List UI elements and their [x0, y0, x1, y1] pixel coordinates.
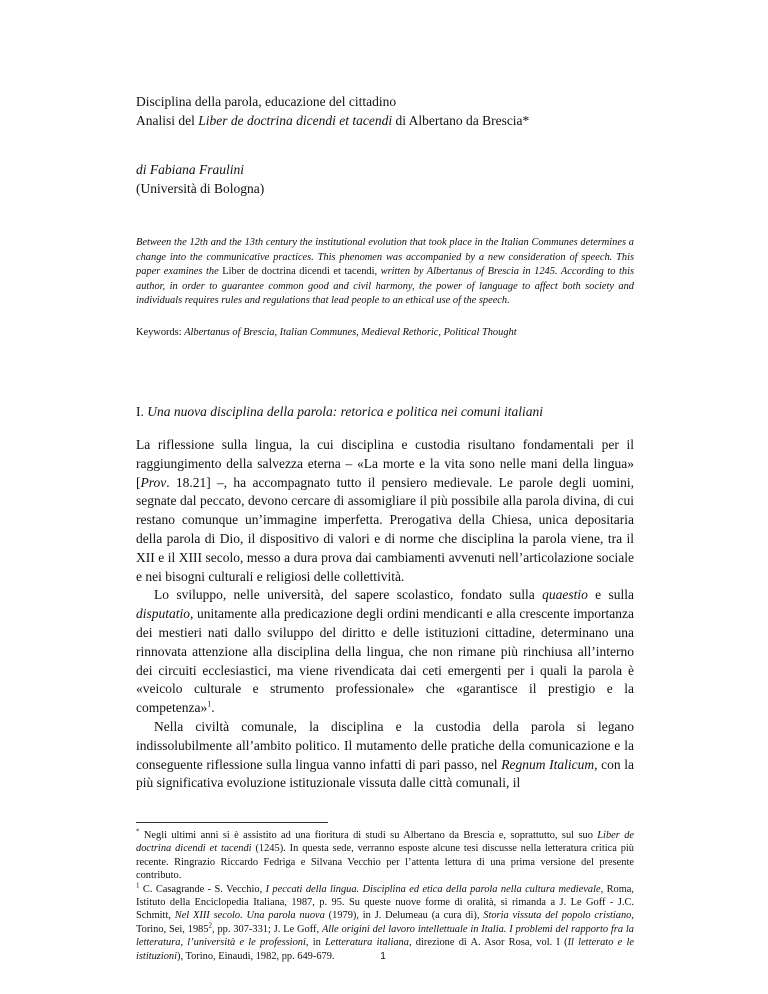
text-run: , Roma, Istituto della Enciclopedia Italiana, 1987, p. 95. Su queste nuove forme di oralità, si rimanda a J. Le Goff - J.C. Schmitt,	[136, 883, 635, 922]
abstract-text: , written by Albertanus of Brescia in 1245. According to this author, in order to guarantee common good and civil harmony, the power of language to affect both society and individuals requires rules and regulations that lead people to an ethical use of the speech.	[136, 266, 634, 307]
keyword-separator: ,	[356, 327, 362, 338]
keywords-label: Keywords:	[136, 327, 185, 338]
work-title: Alle origini del lavoro intellettuale in Italia. I problemi del rapporto fra la letteratura, l’università e le professioni	[136, 923, 634, 949]
keyword-separator: ,	[274, 327, 280, 338]
text-run: e sulla	[587, 587, 634, 603]
edition-superscript: 2	[208, 921, 213, 930]
text-run: Lo sviluppo, nelle università, del sapere scolastico, fondato sulla	[154, 587, 543, 603]
section-heading	[136, 402, 634, 421]
text-run: (1979), in J. Delumeau (a cura di),	[324, 910, 484, 922]
section-title: Una nuova disciplina della parola: retorica e politica nei comuni italiani	[147, 404, 543, 419]
footnote-separator	[136, 822, 328, 823]
text-run: ), Torino, Einaudi, 1982, pp. 649-679.	[177, 950, 335, 962]
text-run: , con la più significativa evoluzione istituzionale vissuta dalle città comunali, il	[136, 756, 634, 791]
keywords	[136, 326, 634, 340]
page-number: 1	[380, 950, 386, 962]
abstract-work-title: Liber de doctrina dicendi et tacendi	[222, 266, 375, 278]
text-run: (1245). In questa sede, verranno esposte alcune tesi discusse nella letteratura critica più recente. Ringrazio Riccardo Fedriga e Silvana Vecchio per l’attenta lettura di una prima versione del presente contributo.	[136, 843, 634, 882]
text-run: , direzione di A. Asor Rosa, vol. I (	[408, 937, 568, 949]
text-run: , in	[305, 937, 326, 949]
work-title: I peccati della lingua. Disciplina ed etica della parola nella cultura medievale	[265, 883, 601, 895]
work-title: Letteratura italiana	[325, 937, 409, 949]
author-affiliation: (Università di Bologna)	[136, 181, 265, 196]
abstract-text: Between the 12th and the 13th century the institutional evolution that took place in the Italian Communes determines a change into the communicative practices. This phenomen was accompanied by a new consideration of speech. This paper examines the	[136, 237, 634, 278]
paragraph	[136, 718, 634, 793]
term: quaestio	[542, 587, 588, 603]
work-title: Storia vissuta del popolo cristiano	[483, 910, 632, 922]
keyword: Medieval Rethoric	[361, 327, 439, 338]
title-text: Analisi del	[136, 113, 199, 128]
text-run: , pp. 307-331; J. Le Goff,	[212, 923, 322, 935]
term: disputatio	[136, 606, 191, 622]
paragraph	[136, 436, 634, 586]
footnote	[136, 829, 634, 883]
keyword: Political Thought	[443, 327, 517, 338]
title-work: Liber de doctrina dicendi et tacendi	[198, 113, 393, 128]
work-title: Liber de doctrina dicendi et tacendi	[136, 830, 634, 855]
text-run: Nella civiltà comunale, la disciplina e la custodia della parola si legano indissolubilmente all’ambito politico. Il mutamento delle pratiche della comunicazione e la conseguente riflessione sulla lingua vanno infatti di pari passo, nel	[136, 718, 634, 772]
text-run: , unitamente alla predicazione degli ordini mendicanti e alla crescente importanza dei mestieri nati dallo sviluppo del diritto e delle istituzioni cittadine, determinano una rinnovata attenzione alla disciplina della lingua, che non rimane più rinchiusa all’interno dei circuiti ecclesiastici, ma viene rivendicata dai ceti emergenti per i quali la parola è «veicolo culturale e strumento professionale» che «garantisce il prestigio e la competenza»	[136, 606, 634, 716]
title-line-1: Disciplina della parola, educazione del cittadino	[136, 94, 397, 109]
citation-book: Prov	[140, 474, 167, 490]
text-run: . 18.21] –, ha accompagnato tutto il pensiero medievale. Le parole degli uomini, segnate dal peccato, devono cercare di assomigliare il più possibile alla parola divina, di cui restano comunque un’immagine imperfetta. Prerogativa della Chiesa, unica depositaria della parola di Dio, il dispositivo di valori e di norme che disciplina la parola viene, tra il XII e il XIII secolo, messo a dura prova dai cambiamenti avvenuti nell’articolazione sociale e nei bisogni culturali e religiosi delle collettività.	[136, 474, 634, 584]
text-run: , Torino, Sei, 1985	[136, 910, 634, 935]
footnote-ref[interactable]: 1	[207, 699, 212, 709]
paragraph	[136, 586, 634, 718]
text-run: La riflessione sulla lingua, la cui disciplina e custodia risultano fondamentali per il raggiungimento della salvezza eterna – «La morte e la vita sono nelle mani della lingua» [	[136, 437, 634, 490]
text-run: Negli ultimi anni si è assistito ad una fioritura di studi su Albertano da Brescia e, soprattutto, sul suo	[139, 830, 598, 841]
paper-title	[136, 92, 656, 130]
body-text	[136, 436, 634, 793]
author-name	[136, 160, 656, 179]
keyword: Albertanus of Brescia	[184, 327, 275, 338]
footnote-mark: 1	[136, 881, 140, 890]
keyword: Italian Communes	[279, 327, 357, 338]
work-title: Nel XIII secolo. Una parola nuova	[174, 910, 325, 922]
author-name-text: di Fabiana Fraulini	[136, 162, 244, 177]
text-run: C. Casagrande - S. Vecchio,	[139, 883, 266, 895]
author-block	[136, 160, 656, 198]
abstract	[136, 236, 634, 309]
keyword-separator: ,	[438, 327, 444, 338]
footnotes	[136, 829, 634, 963]
text-run: .	[211, 700, 215, 716]
term: Regnum Italicum	[501, 756, 595, 772]
title-text: di Albertano da Brescia*	[392, 113, 530, 128]
title-line-2	[136, 111, 656, 130]
footnote-mark: *	[136, 827, 140, 836]
section-number: I.	[136, 404, 148, 419]
work-title: Il letterato e le istituzioni	[136, 937, 634, 962]
